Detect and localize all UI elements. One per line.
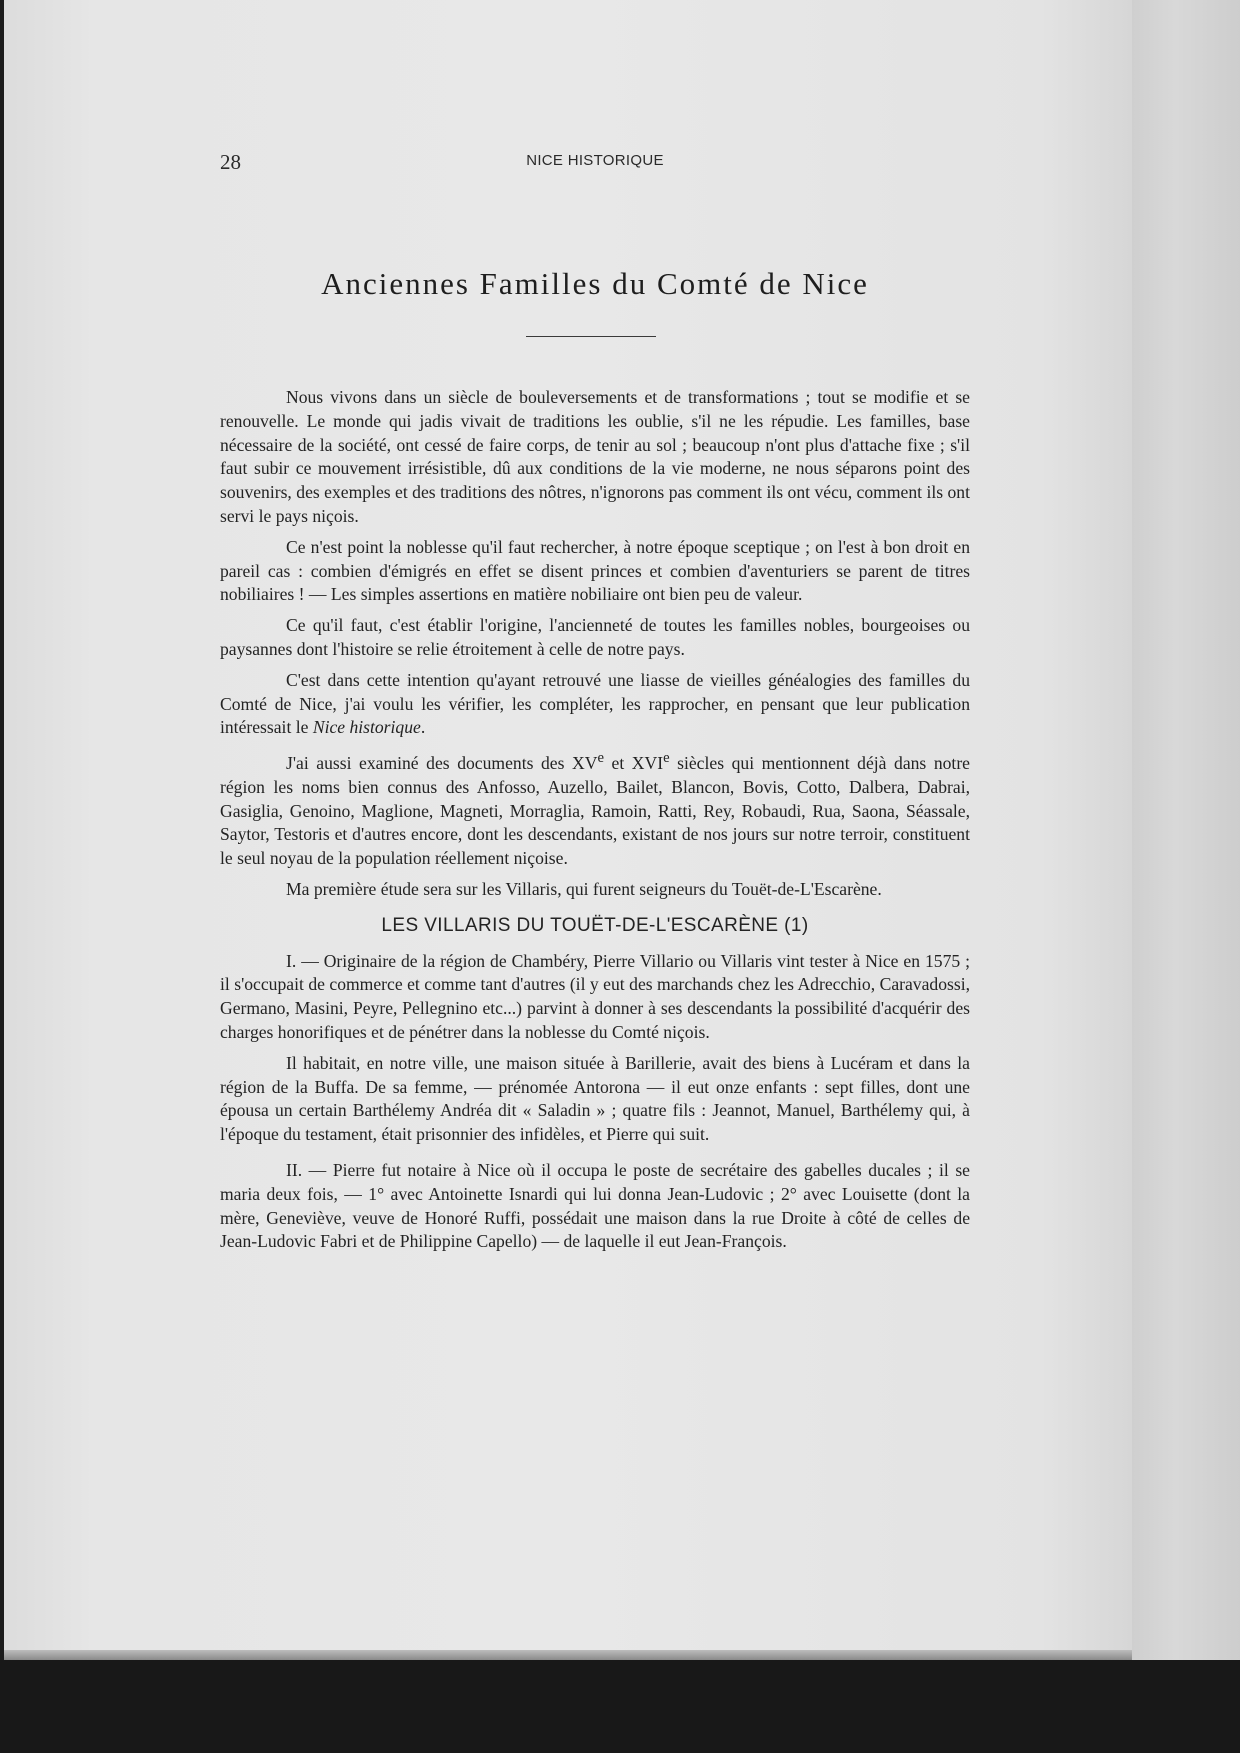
section-heading: LES VILLARIS DU TOUËT-DE-L'ESCARÈNE (1) (381, 914, 809, 936)
paragraph-text: . (420, 717, 426, 738)
paragraph (220, 669, 970, 740)
paragraph: Ce qu'il faut, c'est établir l'origine, l'ancienneté de toutes les familles nobles, bourgeoises ou paysannes dont l'histoire se relie étroitement à celle de notre pays. (220, 615, 970, 659)
century-superscript: e (663, 750, 670, 767)
page-bottom-edge (4, 1650, 1132, 1660)
paragraph: Nous vivons dans un siècle de bouleversements et de transformations ; tout se modifie et se renouvelle. Le monde qui jadis vivait de traditions les oublie, s'il ne les répudie. Les familles, base nécessaire de la société, ont cessé de faire corps, de tenir au sol ; beaucoup n'ont plus d'attache fixe ; s'il faut subir ce mouvement irrésistible, dû aux conditions de la vie moderne, ne nous séparons point des souvenirs, des exemples et des traditions des nôtres, n'ignorons pas comment ils ont vécu, comment ils ont servi le pays niçois. (220, 387, 970, 526)
article-body (220, 386, 970, 1261)
century-numeral: XV (572, 753, 598, 774)
paragraph-text: C'est dans cette intention qu'ayant retrouvé une liasse de vieilles généalogies des familles du Comté de Nice, j'ai voulu les vérifier, les compléter, les rapprocher, en pensant que leur publication intéressait le (220, 669, 970, 738)
paragraph: Ce n'est point la noblesse qu'il faut rechercher, à notre époque sceptique ; on l'est à bon droit en pareil cas : combien d'émigrés en effet se disent princes et combien d'aventuriers se parent de titres nobiliaires ! — Les simples assertions en matière nobiliaire ont bien peu de valeur. (220, 536, 970, 605)
title-rule (526, 336, 656, 337)
article-title: Anciennes Familles du Comté de Nice (321, 266, 869, 301)
paragraph-text: J'ai aussi examiné des documents des (286, 753, 573, 774)
running-title: NICE HISTORIQUE (526, 152, 664, 169)
scan-background (0, 1660, 1240, 1753)
paragraph-text: siècles qui mentionnent déjà dans notre région les noms bien connus des Anfosso, Auzello, Bailet, Blancon, Bovis, Cotto, Dalbera, Dabrai, Gasiglia, Genoino, Maglione, Magneti, Morraglia, Ramoin, Ratti, Rey, Robaudi, Rua, Saona, Séassale, Saytor, Testoris et d'autres encore, dont les descendants, existant de nos jours sur notre terroir, constituent le seul noyau de la population réellement niçoise. (220, 753, 970, 869)
paragraph (220, 747, 970, 871)
journal-title: Nice historique (312, 717, 421, 738)
paragraph: I. — Originaire de la région de Chambéry, Pierre Villario ou Villaris vint tester à Nice en 1575 ; il s'occupait de commerce et comme tant d'autres (il y eut des marchands chez les Adrecchio, Caravadossi, Germano, Masini, Peyre, Pellegnino etc...) parvint à donner à ses descendants la possibilité d'acquérir des charges honorifiques et de pénétrer dans la noblesse du Comté niçois. (220, 950, 970, 1042)
paragraph: II. — Pierre fut notaire à Nice où il occupa le poste de secrétaire des gabelles ducales ; il se maria deux fois, — 1° avec Antoinette Isnardi qui lui donna Jean-Ludovic ; 2° avec Louisette (dont la mère, Geneviève, veuve de Honoré Ruffi, possédait une maison dans la rue Droite à côté de celles de Jean-Ludovic Fabri et de Philippine Capello) — de laquelle il eut Jean-François. (220, 1159, 970, 1252)
paragraph-text: et (603, 753, 632, 774)
century-superscript: e (597, 750, 604, 767)
paragraph: Ma première étude sera sur les Villaris, qui furent seigneurs du Touët-de-L'Escarène. (286, 879, 882, 899)
century-numeral: XVI (631, 753, 664, 774)
facing-page-edge (1132, 0, 1240, 1680)
page-number: 28 (220, 150, 241, 174)
paragraph: Il habitait, en notre ville, une maison située à Barillerie, avait des biens à Lucéram et dans la région de la Buffa. De sa femme, — prénomée Antorona — il eut onze enfants : sept filles, dont une épousa un certain Barthélemy Andréa dit « Saladin » ; quatre fils : Jeannot, Manuel, Barthélemy qui, à l'époque du testament, était prisonnier des infidèles, et Pierre qui suit. (220, 1052, 970, 1145)
